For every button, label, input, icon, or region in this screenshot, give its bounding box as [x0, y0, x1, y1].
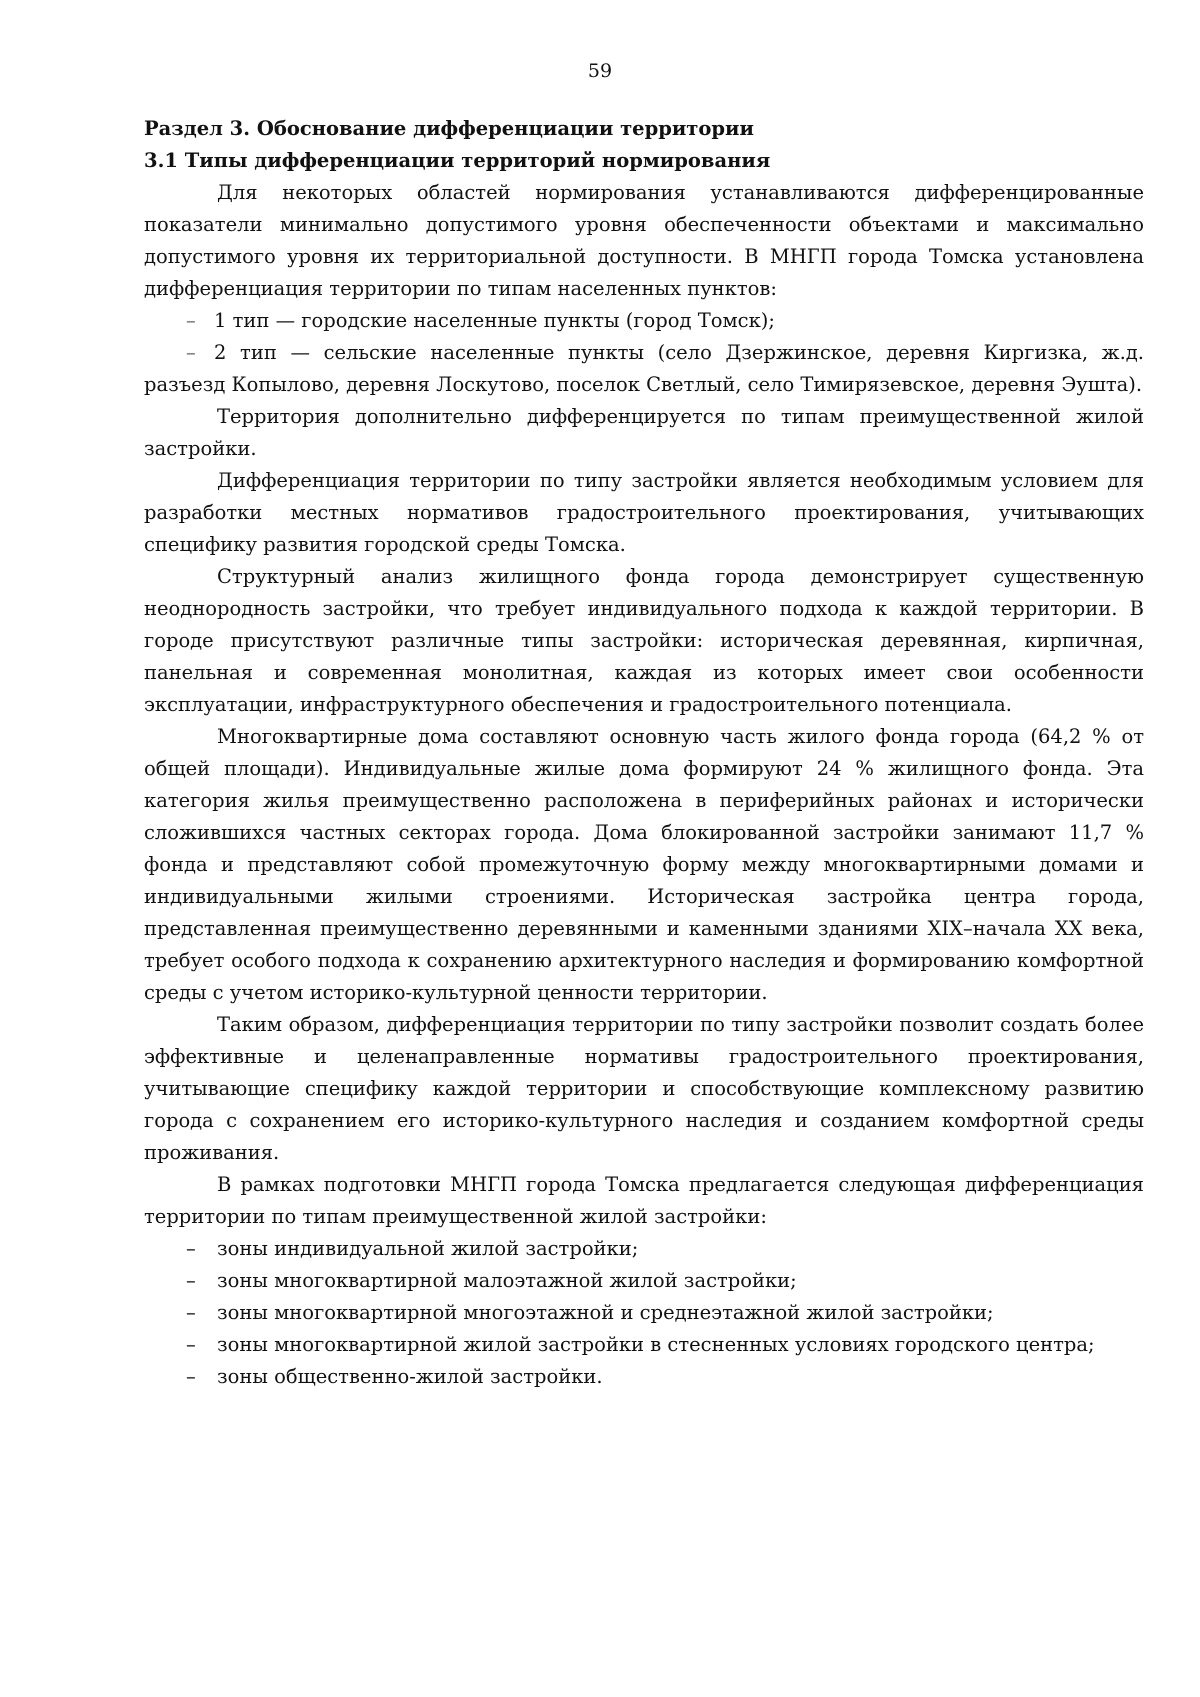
- zone-item-text: зоны многоквартирной малоэтажной жилой застройки;: [217, 1269, 797, 1292]
- dash-marker: –: [186, 1365, 196, 1388]
- list-item: [144, 1297, 1144, 1329]
- paragraph-4: Многоквартирные дома составляют основную часть жилого фонда города (64,2 % от общей площади). Индивидуальные жилые дома формируют 24 % жилищного фонда. Эта категория жилья преимущественно расположена в периферийных районах и исторически сложившихся частных секторах города. Дома блокированной застройки занимают 11,7 % фонда и представляют собой промежуточную форму между многоквартирными домами и индивидуальными жилыми строениями. Историческая застройка центра города, представленная преимущественно деревянными и каменными зданиями XIX–начала XX века, требует особого подхода к сохранению архитектурного наследия и формированию комфортной среды с учетом историко-культурной ценности территории.: [144, 725, 1144, 1004]
- page-content: [144, 113, 1144, 1393]
- paragraph-6: В рамках подготовки МНГП города Томска предлагается следующая дифференциация территории по типам преимущественной жилой застройки:: [144, 1173, 1144, 1228]
- dash-marker: –: [186, 1301, 196, 1324]
- dash-marker: –: [186, 1237, 196, 1260]
- list-item: [144, 1265, 1144, 1297]
- settlement-type-2: [144, 337, 1144, 401]
- paragraph-5: Таким образом, дифференциация территории по типу застройки позволит создать более эффективные и целенаправленные нормативы градостроительного проектирования, учитывающие специфику каждой территории и способствующие комплексному развитию города с сохранением его историко-культурного наследия и созданием комфортной среды проживания.: [144, 1013, 1144, 1164]
- settlement-type-1-text: 1 тип — городские населенные пункты (город Томск);: [214, 309, 775, 332]
- dash-marker: –: [186, 1269, 196, 1292]
- subsection-title: 3.1 Типы дифференциации территорий нормирования: [144, 149, 771, 172]
- zone-list: [144, 1233, 1144, 1393]
- page-number: 59: [587, 60, 613, 82]
- dash-marker: –: [186, 309, 196, 332]
- paragraph-2: Дифференциация территории по типу застройки является необходимым условием для разработки местных нормативов градостроительного проектирования, учитывающих специфику развития городской среды Томска.: [144, 469, 1144, 556]
- section-title: Раздел 3. Обоснование дифференциации территории: [144, 117, 754, 140]
- list-item: [144, 1233, 1144, 1265]
- zone-item-text: зоны общественно-жилой застройки.: [217, 1365, 603, 1388]
- list-item: [144, 1329, 1144, 1361]
- paragraph-intro: Для некоторых областей нормирования устанавливаются дифференцированные показатели минимально допустимого уровня обеспеченности объектами и максимально допустимого уровня их территориальной доступности. В МНГП города Томска установлена дифференциация территории по типам населенных пунктов:: [144, 181, 1144, 300]
- paragraph-1: Территория дополнительно дифференцируется по типам преимущественной жилой застройки.: [144, 405, 1144, 460]
- paragraph-3: Структурный анализ жилищного фонда города демонстрирует существенную неоднородность застройки, что требует индивидуального подхода к каждой территории. В городе присутствуют различные типы застройки: историческая деревянная, кирпичная, панельная и современная монолитная, каждая из которых имеет свои особенности эксплуатации, инфраструктурного обеспечения и градостроительного потенциала.: [144, 565, 1144, 716]
- settlement-type-1: [144, 305, 1144, 337]
- dash-marker: –: [186, 341, 196, 364]
- dash-marker: –: [186, 1333, 196, 1356]
- list-item: [144, 1361, 1144, 1393]
- zone-item-text: зоны индивидуальной жилой застройки;: [217, 1237, 639, 1260]
- zone-item-text: зоны многоквартирной многоэтажной и среднеэтажной жилой застройки;: [217, 1301, 994, 1324]
- settlement-type-2-text: 2 тип — сельские населенные пункты (село Дзержинское, деревня Киргизка, ж.д. разъезд Копылово, деревня Лоскутово, поселок Светлый, село Тимирязевское, деревня Эушта).: [144, 341, 1144, 396]
- zone-item-text: зоны многоквартирной жилой застройки в стесненных условиях городского центра;: [217, 1333, 1095, 1356]
